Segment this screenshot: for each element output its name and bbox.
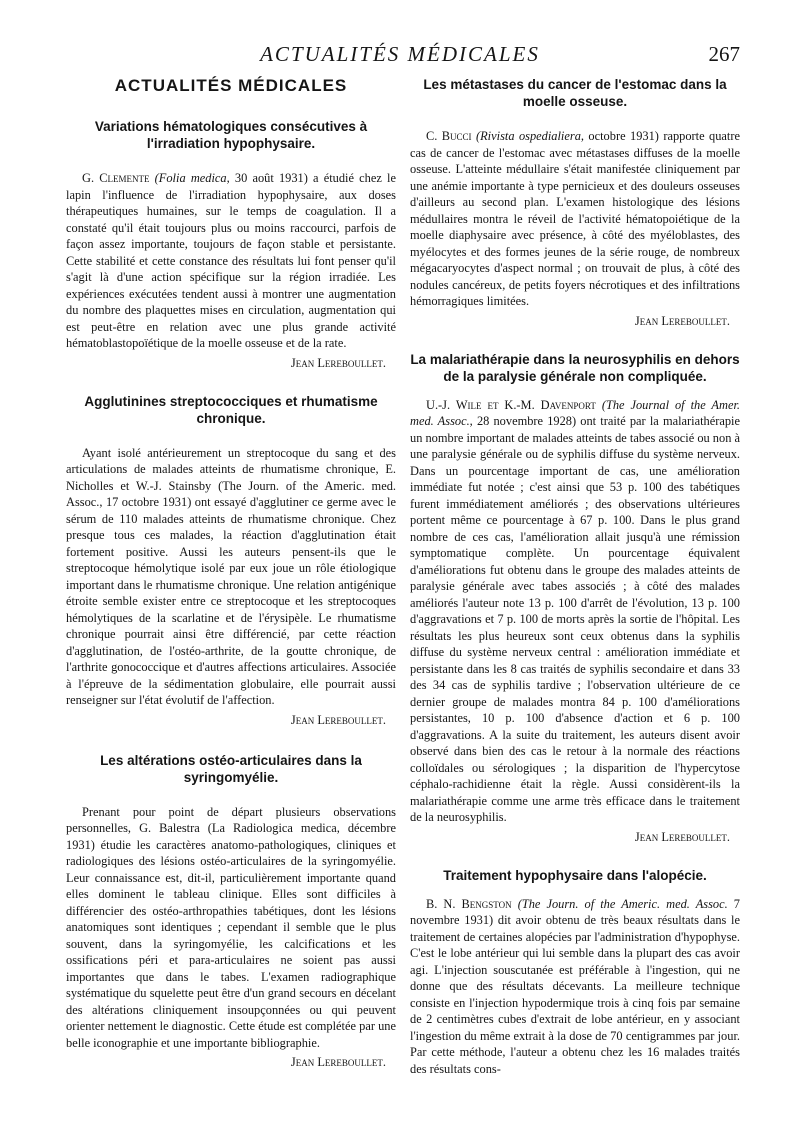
article-text: 7 novembre 1931) dit avoir obtenu de très beaux résultats dans le traitement de certaines alopécies par l'administration d'hypophyse. C'est le lobe antérieur qui lui semble dans la plupart des cas avoir agi. L'injection souscutanée est préférable à l'ingestion, qui ne donne que des résultats décevants. La meilleure technique consiste en l'injection hypodermique trois à cinq fois par semaine de 2 centimètres cubes d'extrait de lobe antérieur, en y associant l'ingestion du même extrait à la dose de 70 centigrammes par jour. Par cette méthode, l'auteur a obtenu chez les 16 malades traités des résultats cons- <box>410 896 740 1076</box>
article-body <box>410 397 740 826</box>
article-title: Les altérations ostéo-articulaires dans la syringomyélie. <box>100 752 362 785</box>
article-source: (Rivista ospedialiera, <box>475 129 584 143</box>
main-title: ACTUALITÉS MÉDICALES <box>114 76 348 95</box>
page-header <box>60 40 740 70</box>
left-column <box>66 76 396 1070</box>
right-column <box>410 76 740 1077</box>
article-author: B. N. Bengston <box>426 896 512 911</box>
article-agglutinines <box>66 393 396 728</box>
article-body <box>410 128 740 310</box>
article-signature: Jean Lereboullet. <box>634 829 730 844</box>
article-source: (The Journ. of the Americ. med. Assoc. <box>517 896 728 911</box>
article-title: Variations hématologiques consécutives à l'irradiation hypophysaire. <box>94 119 368 151</box>
article-text: octobre 1931) rapporte quatre cas de cancer de l'estomac avec métastases diffuses de la moelle osseuse. L'atteinte médullaire s'était manifestée cliniquement par une anémie importante à type pernicieux et des douleurs osseuses d'ailleurs au second plan. L'examen histologique des lésions médullaires montra le réveil de l'activité hématopoiétique de la moelle diaphysaire avec présence, à côté des myéloblastes, des myélocytes et des formes jeunes de la série rouge, de nombreux mégacaryocytes d'aspect normal ; on trouvait de plus, à côté des nodules cancéreux, de petits foyers nécrotiques et des infiltrations hémorragiques limitées. <box>410 129 740 308</box>
article-body <box>410 896 740 1078</box>
article-author: U.-J. Wile et K.-M. Davenport <box>426 397 596 412</box>
article-text: 30 août 1931) a étudié chez le lapin l'influence de l'irradiation hypophysaire, aux doses thérapeutiques humaines, sur le temps de coagulation. Il a constaté qu'il était toujours plus ou moins raccourci, parfois de façon assez importante, toujours de façon stable et persistante. Cette stabilité et cette constance des résultats lui font penser qu'il s'agit là d'une action spécifique sur la région irradiée. Les expériences exécutées tendent aussi à montrer une augmentation du nombre des plaquettes mises en circulation, augmentation qui est peut-être en relation avec une plus grande activité hématoblastopoïétique de la moelle osseuse et de la rate. <box>66 171 396 350</box>
article-alopecie <box>410 867 740 1078</box>
article-title: Traitement hypophysaire dans l'alopécie. <box>443 867 707 883</box>
article-text: 28 novembre 1928) ont traité par la malariathérapie un nombre important de malades atteints de tabes associé ou non à une paralysie générale ou de syphilis diffuse du système nerveux. Dans un pourcentage important de cas, une amélioration immédiate fut notée ; c'est ainsi que 53 p. 100 des tabétiques furent immédiatement améliorés ; des observations ultérieures portent même ce pourcentage à 67 p. 100. Dans le plus grand nombre de ces cas, l'amélioration allait jusqu'à une rémission symptomatique complète. Un pourcentage équivalent d'améliorations fut obtenu dans le groupe des malades atteints de paralysie générale avec tabes associés ; à côté des malades améliorés l'auteur note 13 p. 100 d'arrêt de l'évolution, 13 p. 100 d'aggravations et 7 p. 100 de morts après la sortie de l'hôpital. Les résultats les plus heureux sont ceux obtenus dans la syphilis diffuse du système nerveux central : amélioration immédiate et persistante dans les 8 cas traités de syphilis secondaire et dans 33 des 34 cas de syphilis tardive ; l'observation ultérieure de ce dernier groupe de malades montra 84 p. 100 d'améliorations persistantes, 10 p. 100 d'absence d'action et 6 p. 100 d'aggravations. A la suite du traitement, les auteurs disent avoir observé dans bien des cas le retour à la normale des réactions colloïdales ou sérologiques ; la disparition de l'hypercytose céphalo-rachidienne était la règle. Aussi considèrent-ils la malariathérapie comme une arme très efficace dans le traitement de la neurosyphilis. <box>410 414 740 824</box>
article-title: Agglutinines streptococciques et rhumatisme chronique. <box>84 393 378 426</box>
article-body: Prenant pour point de départ plusieurs observations personnelles, G. Balestra (La Radiologica medica, décembre 1931) étudie les caractères anatomo-pathologiques, cliniques et radiologiques des lésions ostéo-articulaires de la syringomyélie. Leur connaissance est, dit-il, particulièrement importante quand elles dominent le tableau clinique. Elles sont difficiles à différencier des ostéo-arthropathies tabétiques, dont les lésions anatomiques sont identiques ; cependant il semble que le plus souvent, dans la syringomyélie, les calcifications et les ossifications péri et para-articulaires ne soient pas aussi importantes que dans le tabes. L'examen radiographique systématique du squelette peut être d'un grand secours en décelant des altérations cliniquement insoupçonnées ou qui peuvent orienter nettement le diagnostic. Cette étude est complétée par une belle iconographie et une importante bibliographie. <box>66 804 396 1050</box>
article-body <box>66 170 396 352</box>
article-author: C. Bucci <box>426 129 472 143</box>
article-body: Ayant isolé antérieurement un streptocoque du sang et des articulations de malades atteints de rhumatisme chronique, E. Nicholles et W.-J. Stainsby (The Journ. of the Americ. med. Assoc., 17 octobre 1931) ont essayé d'agglutiner ce germe avec le sérum de 110 malades atteints de rhumatisme chronique. Chez presque tous ces malades, la réaction d'agglutination était fortement positive. Aussi les auteurs pensent-ils que le streptocoque hémolytique isolé par eux joue un rôle étiologique important dans le rhumatisme chronique. Une relation antigénique étroite semble exister entre ce streptocoque et les streptocoques hémolytiques de la scarlatine et de l'érysipèle. Le rhumatisme chronique pourrait ainsi être différencié, par cette réaction d'agglutination, de l'ostéo-arthrite, de la goutte chronique, de l'arthrite gonococcique et d'autres affections articulaires. Associée à l'épreuve de la sédimentation globulaire, elle pourrait aussi renseigner sur l'état évolutif de l'affection. <box>66 445 396 707</box>
article-metastases <box>410 76 740 329</box>
article-author: G. Clemente <box>82 171 150 185</box>
article-title: La malariathérapie dans la neurosyphilis en dehors de la paralysie générale non compliquée. <box>410 351 740 384</box>
page-number: 267 <box>708 42 740 66</box>
article-title: Les métastases du cancer de l'estomac dans la moelle osseuse. <box>423 77 727 109</box>
running-title: ACTUALITÉS MÉDICALES <box>260 42 540 66</box>
article-signature: Jean Lereboullet. <box>290 355 386 370</box>
article-syringomyelie <box>66 752 396 1071</box>
article-hematologie <box>66 118 396 371</box>
article-signature: Jean Lereboullet. <box>290 712 386 727</box>
article-malariatherapie <box>410 351 740 845</box>
article-source: (The Journal of the Amer. med. Assoc., <box>410 397 740 428</box>
article-signature: Jean Lereboullet. <box>634 313 730 328</box>
article-signature: Jean Lereboullet. <box>290 1055 386 1069</box>
article-source: (Folia medica, <box>154 171 230 185</box>
